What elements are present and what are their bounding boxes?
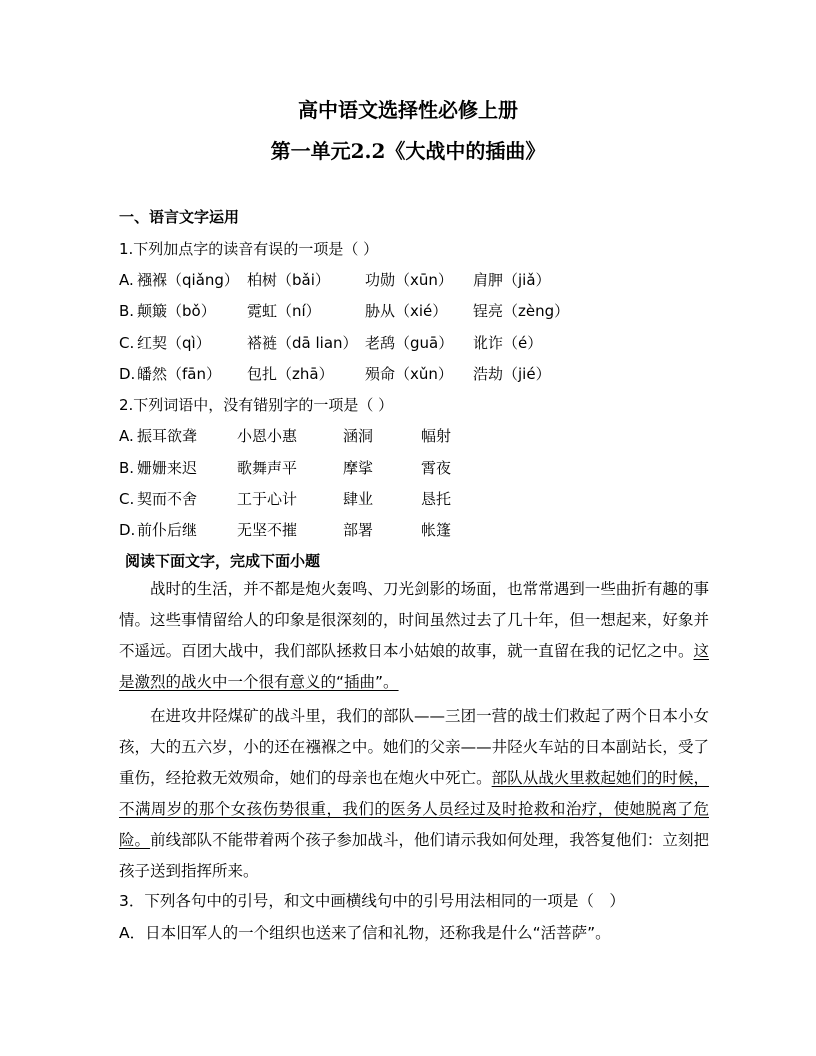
section-heading: 一、语言文字运用 (119, 208, 240, 226)
option-item: 无坚不摧 (237, 521, 298, 539)
option-item: 锃亮（zèng） (473, 302, 570, 320)
option-item: 幅射 (421, 427, 452, 445)
paragraph-text: 战时的生活，并不都是炮火轰鸣、刀光剑影的场面，也常常遇到一些曲折有趣的事情。这些事情留给人的印象是很深刻的，时间虽然过去了几十年，但一想起来，好象并不遥远。百团大战中，我们部队拯救日本小姑娘的故事，就一直留在我的记忆之中。 (119, 580, 709, 660)
document-title: 高中语文选择性必修上册 (298, 98, 518, 122)
option-item: 柏树（bǎi） (247, 271, 330, 289)
q2-option-d (119, 519, 451, 541)
q2-option-a (119, 425, 451, 447)
option-item: 涵洞 (343, 427, 374, 445)
option-item: 歌舞声平 (237, 459, 298, 477)
option-item: 老鸹（guā） (365, 334, 454, 352)
option-item: 肩胛（jiǎ） (473, 271, 551, 289)
question-2-stem: 2.下列词语中，没有错别字的一项是（ ） (119, 396, 394, 414)
option-item: 小恩小惠 (237, 427, 298, 445)
option-item: 胁从（xié） (365, 302, 448, 320)
option-item: 浩劫（jié） (473, 365, 551, 383)
q2-option-b (119, 457, 451, 479)
option-label: B. (119, 459, 135, 477)
question-3-stem: 3．下列各句中的引号，和文中画横线句中的引号用法相同的一项是（ ） (119, 892, 625, 910)
underlined-sentence: 这是激烈的战火中一个很有意义的“插曲”。 (119, 642, 709, 691)
option-label: B. (119, 302, 135, 320)
q1-option-a (119, 269, 551, 291)
option-label: C. (119, 490, 135, 508)
paragraph-text: 前线部队不能带着两个孩子参加战斗，他们请示我如何处理，我答复他们：立刻把孩子送到指挥所来。 (119, 831, 709, 880)
option-item: 霓虹（ní） (247, 302, 321, 320)
option-item: 工于心计 (237, 490, 298, 508)
q1-option-c (119, 332, 542, 354)
option-label: A. (119, 427, 134, 445)
option-item: 摩挲 (343, 459, 374, 477)
q3-option-a: A．日本旧军人的一个组织也送来了信和礼物，还称我是什么“活菩萨”。 (119, 924, 611, 942)
option-item: 恳托 (421, 490, 452, 508)
option-item: 皤然（fān） (137, 365, 221, 383)
q1-option-b (119, 300, 569, 322)
paragraph-text: 在进攻井陉煤矿的战斗里，我们的部队——三团一营的战士们救起了两个日本小女孩，大的五六岁，小的还在襁褓之中。她们的父亲——井陉火车站的日本副站长，受了重伤，经抢救无效殒命，她们的母亲也在炮火中死亡。 (119, 707, 709, 787)
option-item: 红契（qì） (137, 334, 211, 352)
q1-option-d (119, 363, 551, 385)
reading-paragraph-1 (119, 574, 709, 698)
option-item: 包扎（zhā） (247, 365, 334, 383)
option-label: D. (119, 365, 136, 383)
reading-heading: 阅读下面文字，完成下面小题 (125, 552, 321, 570)
option-item: 前仆后继 (137, 521, 198, 539)
option-item: 帐篷 (421, 521, 452, 539)
option-item: 褡裢（dā lian） (247, 334, 358, 352)
option-item: 部署 (343, 521, 374, 539)
option-item: 颠簸（bǒ） (137, 302, 216, 320)
option-item: 襁褓（qiǎng） (137, 271, 239, 289)
option-item: 契而不舍 (137, 490, 198, 508)
option-label: D. (119, 521, 136, 539)
underlined-sentence: 部队从战火里救起她们的时候，不满周岁的那个女孩伤势很重，我们的医务人员经过及时抢救和治疗，使她脱离了危险。 (119, 769, 709, 849)
option-label: C. (119, 334, 135, 352)
option-item: 姗姗来迟 (137, 459, 198, 477)
option-item: 肆业 (343, 490, 374, 508)
option-item: 殒命（xǔn） (365, 365, 453, 383)
reading-paragraph-2 (119, 701, 709, 887)
q2-option-c (119, 488, 451, 510)
document-subtitle: 第一单元2.2《大战中的插曲》 (270, 139, 546, 163)
option-item: 振耳欲聋 (137, 427, 198, 445)
option-item: 讹诈（é） (473, 334, 543, 352)
option-item: 霄夜 (421, 459, 452, 477)
question-1-stem: 1.下列加点字的读音有误的一项是（ ） (119, 240, 379, 258)
option-item: 功勋（xūn） (365, 271, 453, 289)
option-label: A. (119, 271, 134, 289)
